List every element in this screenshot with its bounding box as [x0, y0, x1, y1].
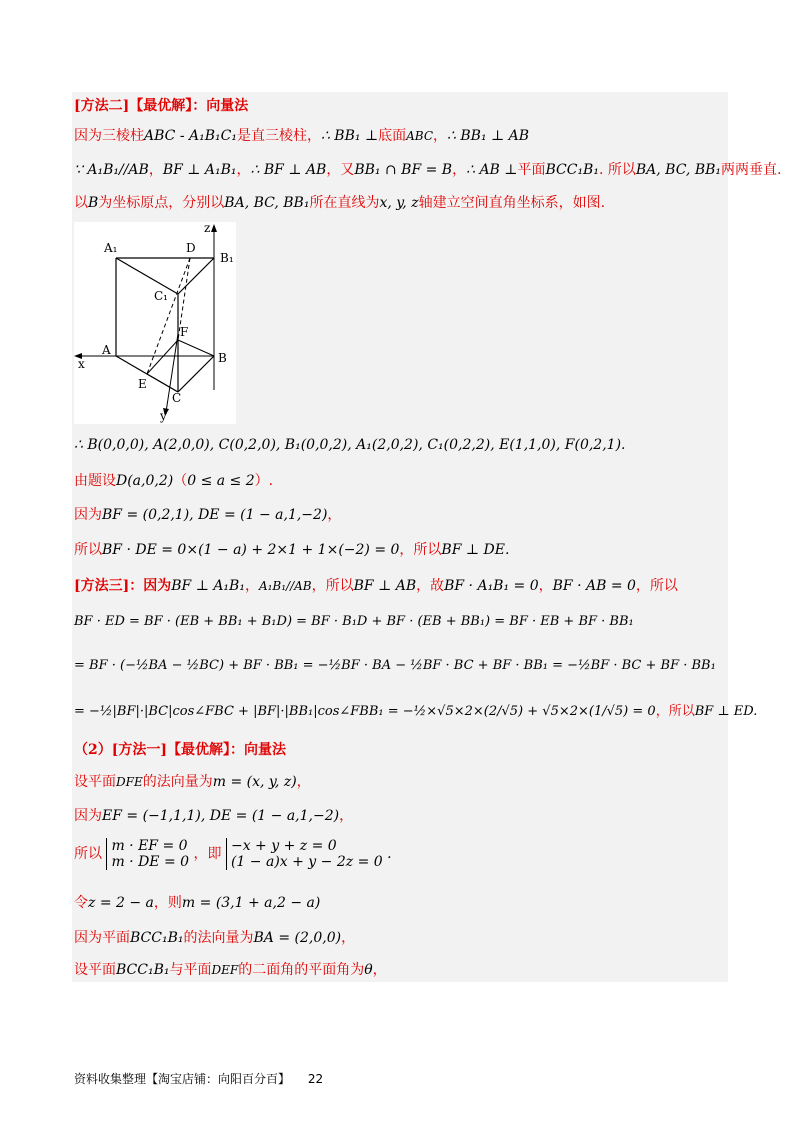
method2-line2: ∵ A₁B₁//AB，BF ⊥ A₁B₁，∴ BF ⊥ AB，又BB₁ ∩ BF = B，∴ AB ⊥平面BCC₁B₁. 所以BA, BC, BB₁两两垂直. [74, 162, 782, 178]
vectors-line: 因为BF = (0,2,1), DE = (1 − a,1,−2)， [74, 507, 342, 523]
page-number: 22 [307, 1072, 324, 1086]
part2-line6: 设平面BCC₁B₁与平面DEF的二面角的平面角为θ， [74, 962, 387, 978]
method3-line2: BF · ED = BF · (EB + BB₁ + B₁D) = BF · B₁D + BF · (EB + BB₁) = BF · EB + BF · BB₁ [74, 614, 634, 629]
prism-diagram [74, 222, 236, 424]
part2-line2: 因为EF = (−1,1,1), DE = (1 − a,1,−2)， [74, 808, 354, 824]
page-footer [74, 1070, 323, 1087]
method3-line4: = −½|BF|·|BC|cos∠FBC + |BF|·|BB₁|cos∠FBB₁ = −½×√5×2×(2/√5) + √5×2×(1/√5) = 0，所以BF ⊥ ED. [74, 704, 758, 719]
prism-figure [74, 222, 236, 424]
label-z: z [204, 222, 211, 235]
method3-line1: [方法三]：因为BF ⊥ A₁B₁，A₁B₁//AB，所以BF ⊥ AB，故BF · A₁B₁ = 0，BF · AB = 0，所以 [74, 578, 678, 594]
label-F: F [180, 325, 189, 339]
coords-line: ∴ B(0,0,0), A(2,0,0), C(0,2,0), B₁(0,0,2), A₁(2,0,2), C₁(0,2,2), E(1,1,0), F(0,2,1). [74, 437, 626, 453]
label-C: C [172, 391, 182, 405]
dot-product-line: 所以BF · DE = 0×(1 − a) + 2×1 + 1×(−2) = 0，所以BF ⊥ DE. [74, 542, 510, 558]
label-D: D [186, 241, 196, 255]
label-B1: B₁ [220, 251, 234, 265]
part2-line5: 因为平面BCC₁B₁的法向量为BA = (2,0,0)， [74, 930, 356, 946]
method2-line1: 因为三棱柱ABC - A₁B₁C₁是直三棱柱，∴ BB₁ ⊥底面ABC，∴ BB₁ ⊥ AB [74, 128, 530, 144]
label-x: x [78, 357, 85, 371]
label-A: A [102, 343, 111, 357]
method2-line3: 以B为坐标原点，分别以BA, BC, BB₁所在直线为x, y, z轴建立空间直角坐标系，如图. [74, 195, 606, 211]
label-B: B [218, 351, 227, 365]
part2-heading: （2）[方法一]【最优解】：向量法 [74, 742, 286, 758]
label-A1: A₁ [104, 241, 118, 255]
method3-line3: = BF · (−½BA − ½BC) + BF · BB₁ = −½BF · BA − ½BF · BC + BF · BB₁ = −½BF · BC + BF · BB₁ [74, 658, 716, 673]
method2-heading: [方法二]【最优解】：向量法 [74, 98, 249, 114]
label-y: y [160, 409, 167, 423]
part2-line1: 设平面DFE的法向量为m = (x, y, z)， [74, 774, 311, 790]
footer-text: 资料收集整理【淘宝店铺：向阳百分百】 [74, 1072, 291, 1086]
part2-line4: 令z = 2 − a，则m = (3,1 + a,2 − a) [74, 895, 321, 911]
label-C1: C₁ [154, 289, 168, 303]
assume-line: 由题设D(a,0,2)（0 ≤ a ≤ 2）. [74, 473, 274, 489]
label-E: E [138, 377, 147, 391]
part2-system: 所以 m · EF = 0 m · DE = 0 ，即 −x + y + z = 0 (1 − a)x + y − 2z = 0 . [74, 838, 392, 870]
